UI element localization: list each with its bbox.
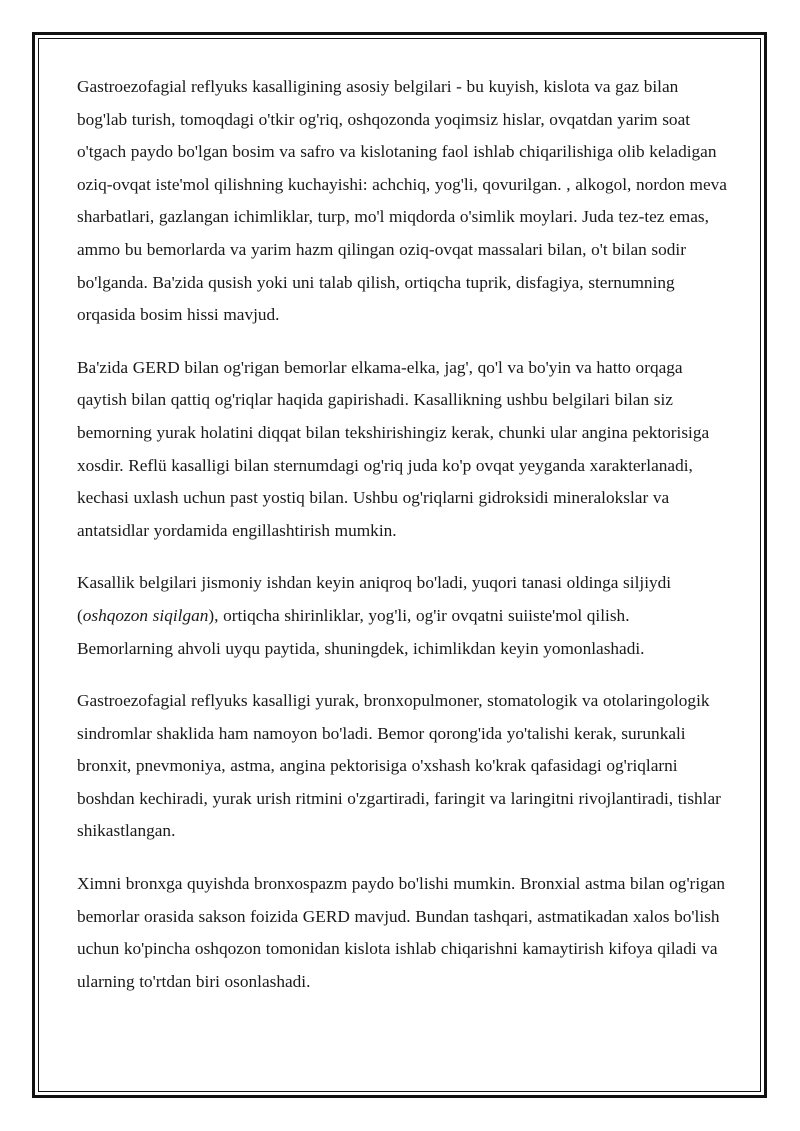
paragraph-2: Ba'zida GERD bilan og'rigan bemorlar elkama-elka, jag', qo'l va bo'yin va hatto orqaga qaytish bilan qattiq og'riqlar haqida gapirishadi. Kasallikning ushbu belgilari bilan siz bemorning yurak holatini diqqat bilan tekshirishingiz kerak, chunki ular angina pektorisiga xosdir. Reflü kasalligi bilan sternumdagi og'riq juda ko'p ovqat yeyganda xarakterlanadi, kechasi uxlash uchun past yostiq bilan. Ushbu og'riqlarni gidroksidi mineralokslar va antatsidlar yordamida engillashtirish mumkin. [77,357,710,540]
paragraph-4: Gastroezofagial reflyuks kasalligi yurak, bronxopulmoner, stomatologik va otolaringologik sindromlar shaklida ham namoyon bo'ladi. Bemor qorong'ida yo'talishi kerak, surunkali bronxit, pnevmoniya, astma, angina pektorisiga o'xshash ko'krak qafasidagi og'riqlarni boshdan kechiradi, yurak urish ritmini o'zgartiradi, faringit va laringitni rivojlantiradi, tishlar shikastlangan. [77,691,721,841]
document-body [77,71,727,1018]
paragraph-1: Gastroezofagial reflyuks kasalligining asosiy belgilari - bu kuyish, kislota va gaz bilan bog'lab turish, tomoqdagi o'tkir og'riq, oshqozonda yoqimsiz hislar, ovqatdan yarim soat o'tgach paydo bo'lgan bosim va safro va kislotaning faol ishlab chiqarilishiga olib keladigan oziq-ovqat iste'mol qilishning kuchayishi: achchiq, yog'li, qovurilgan. , alkogol, nordon meva sharbatlari, gazlangan ichimliklar, turp, mo'l miqdorda o'simlik moylari. Juda tez-tez emas, ammo bu bemorlarda va yarim hazm qilingan oziq-ovqat massalari bilan, o't bilan sodir bo'lganda. Ba'zida qusish yoki uni talab qilish, ortiqcha tuprik, disfagiya, sternumning orqasida bosim hissi mavjud. [77,77,727,325]
paragraph-5: Ximni bronxga quyishda bronxospazm paydo bo'lishi mumkin. Bronxial astma bilan og'rigan bemorlar orasida sakson foizida GERD mavjud. Bundan tashqari, astmatikadan xalos bo'lish uchun ko'pincha oshqozon tomonidan kislota ishlab chiqarishni kamaytirish kifoya qiladi va ularning to'rtdan biri osonlashadi. [77,874,726,991]
paragraph-3-italic-text: oshqozon siqilgan [82,605,209,625]
paragraph-3-text-before: Kasallik belgilari jismoniy ishdan keyin aniqroq bo'ladi, yuqori tanasi oldinga siljiydi ( [77,573,672,625]
paragraph-3 [77,567,727,665]
paragraph-3-text-after: ), ortiqcha shirinliklar, yog'li, og'ir ovqatni suiiste'mol qilish. Bemorlarning ahvoli uyqu paytida, shuningdek, ichimlikdan keyin yomonlashadi. [77,605,645,658]
